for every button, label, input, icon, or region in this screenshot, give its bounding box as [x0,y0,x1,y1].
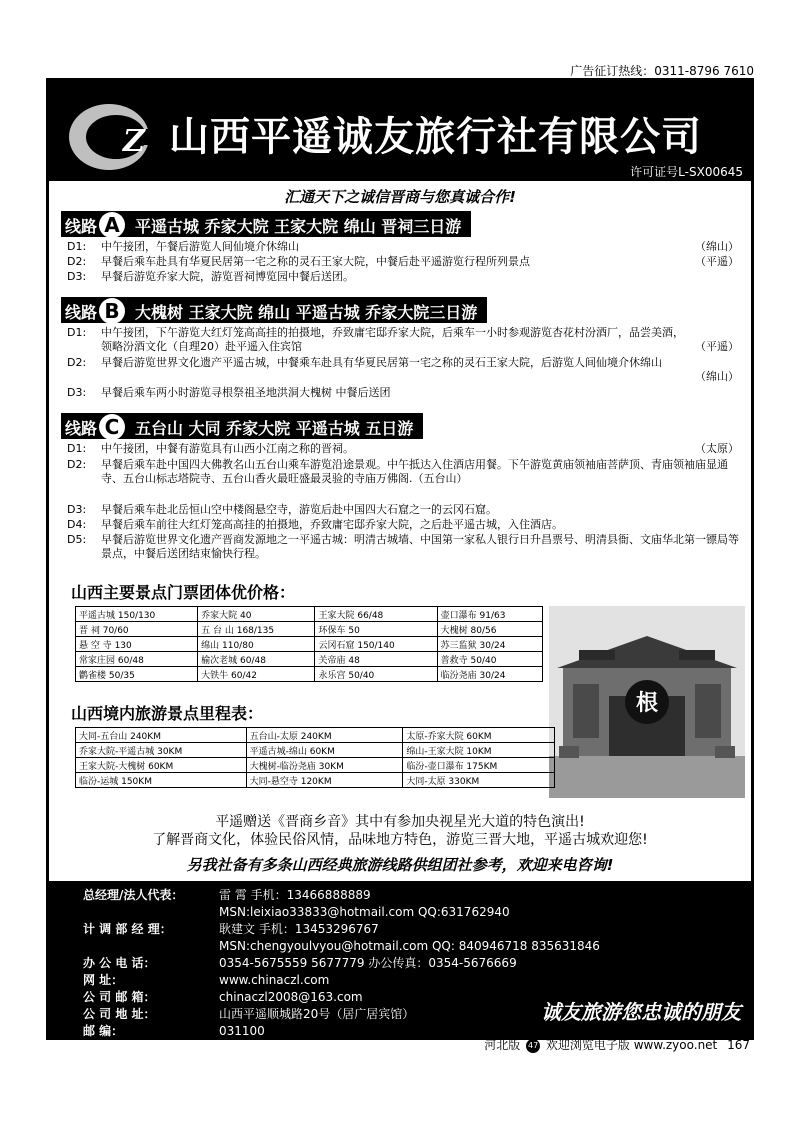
contact-row: MSN:chengyoulvyou@hotmail.com QQ: 840946718 835631846 [219,939,600,953]
company-header [49,83,751,181]
table-row: 临汾-运城 150KM 大同-悬空寺 120KM 大同-太原 330KM [76,773,555,788]
company-logo-icon [61,97,161,175]
price-table [75,606,543,682]
table-row: 常家庄园 60/48 榆次老城 60/48 关帝庙 48 普救寺 50/40 [76,652,543,667]
route-c-day-4: D4: 早餐后乘车前往大红灯笼高高挂的拍摄地，乔致庸宅邸乔家大院，之后赴平遥古城，入住酒店。 [67,518,563,531]
license-number: 许可证号L-SX00645 [630,165,743,179]
circle-number-icon: 47 [526,1039,540,1053]
company-name: 山西平遥诚友旅行社有限公司 [169,114,702,160]
contact-row: 公 司 邮 箱： chinaczl2008@163.com [83,990,363,1004]
route-c-title [61,413,423,439]
price-table-title: 山西主要景点门票团体优价格： [71,583,296,602]
table-row: 王家大院-大槐树 60KM 大槐树-临汾尧庙 30KM 临汾-壶口瀑布 175KM [76,758,555,773]
route-a-day-2: D2: 早餐后乘车赴具有华夏民居第一宅之称的灵石王家大院，中餐后赴平遥游览行程所列景点 （平遥） [67,255,739,268]
table-row: 悬 空 寺 130 绵山 110/80 云冈石窟 150/140 苏三监狱 30/24 [76,637,543,652]
route-a-title [61,211,471,237]
ad-hotline: 广告征订热线：0311-8796 7610 [570,64,754,78]
route-letter-badge: C [99,414,125,440]
contact-row: MSN:leixiao33833@hotmail.com QQ:631762940 [219,905,510,919]
route-b-day-2: D2: 早餐后游览世界文化遗产平遥古城，中餐乘车赴具有华夏民居第一宅之称的灵石王家大院，后游览人间仙境介休绵山 （绵山） [67,356,739,383]
page-footer [484,1036,750,1053]
ancestral-gate-photo [549,606,745,798]
edition-label: 河北版 [484,1038,521,1052]
route-c-day-1: D1: 中午接团，中餐有游览具有山西小江南之称的晋祠。 （太原） [67,442,739,455]
closing-line-2: 了解晋商文化，体验民俗风情，品味地方特色，游览三晋大地，平遥古城欢迎您! [152,832,648,848]
contact-row: 邮 编： 031100 [83,1024,265,1038]
contact-row: 办 公 电 话： 0354-5675559 5677779 办公传真：0354-5676669 [83,956,517,970]
route-name: 大槐树 王家大院 绵山 平遥古城 乔家大院三日游 [135,302,478,322]
route-c-day-5: D5: 早餐后游览世界文化遗产晋商发源地之一平遥古城：明清古城墙、中国第一家私人银行日升昌票号、明清县衙、文庙华北第一镖局等景点，中餐后送团结束愉快行程。 [67,533,739,560]
route-name: 五台山 大同 乔家大院 平遥古城 五日游 [135,418,414,438]
route-a-day-1: D1: 中午接团，午餐后游览人间仙境介休绵山 （绵山） [67,240,739,253]
contact-row: 计 调 部 经 理： 耿建文 手机：13453296767 [83,922,379,936]
slogan: 汇通天下之诚信晋商与您真诚合作! [284,188,516,206]
motto: 诚友旅游您忠诚的朋友 [541,1000,741,1024]
route-letter-badge: B [99,298,125,324]
route-prefix: 线路 [65,302,98,322]
ad-frame [46,80,754,1040]
route-name: 平遥古城 乔家大院 王家大院 绵山 晋祠三日游 [135,216,462,236]
route-a-day-3: D3: 早餐后游览乔家大院，游览晋祠博览园中餐后送团。 [67,270,354,283]
route-b-day-3: D3: 早餐后乘车两小时游览寻根祭祖圣地洪洞大槐树 中餐后送团 [67,386,391,399]
page-number: 167 [727,1038,750,1052]
contact-row: 总经理/法人代表： 雷 霄 手机：13466888889 [83,888,371,902]
route-letter-badge: A [99,212,125,238]
route-b-title [61,297,487,323]
route-c-day-2: D2: 早餐后乘车赴中国四大佛教名山五台山乘车游览沿途景观。中午抵达入住酒店用餐。下午游览黄庙领袖庙菩萨顶、青庙领袖庙显通寺、五台山标志塔院寺、五台山香火最旺盛最灵验的寺庙万佛阁.（五台山） [67,458,728,485]
mileage-table [75,727,555,788]
gate-image-icon [549,606,745,798]
closing-line-3: 另我社备有多条山西经典旅游线路供组团社参考，欢迎来电咨询! [186,856,614,874]
welcome-text: 欢迎浏览电子版 www.zyoo.net [545,1038,718,1052]
table-row: 鹳雀楼 50/35 大铁牛 60/42 永乐宫 50/40 临汾尧庙 30/24 [76,667,543,682]
table-row: 平遥古城 150/130 乔家大院 40 王家大院 66/48 壶口瀑布 91/63 [76,607,543,622]
contact-block [49,881,751,1037]
route-prefix: 线路 [65,216,98,236]
table-row: 乔家大院-平遥古城 30KM 平遥古城-绵山 60KM 绵山-王家大院 10KM [76,743,555,758]
route-prefix: 线路 [65,418,98,438]
logo-letter: Z [123,124,145,159]
closing-line-1: 平遥赠送《晋商乡音》其中有参加央视星光大道的特色演出! [215,814,585,830]
mileage-table-title: 山西境内旅游景点里程表： [71,704,264,723]
contact-row: 网 址： www.chinaczl.com [83,973,330,987]
gate-sign-text: 根 [635,691,659,716]
route-c-day-3: D3: 早餐后乘车赴北岳恒山空中楼阁悬空寺，游览后赴中国四大石窟之一的云冈石窟。 [67,503,497,516]
route-b-day-1: D1: 中午接团，下午游览大红灯笼高高挂的拍摄地，乔致庸宅邸乔家大院，后乘车一小时参观游览杏花村汾酒厂，品尝美酒，领略汾酒文化（自理20）赴平遥入住宾馆 （平遥） [67,326,739,353]
table-row: 晋 祠 70/60 五 台 山 168/135 环保车 50 大槐树 80/56 [76,622,543,637]
contact-row: 公 司 地 址： 山西平遥顺城路20号（居广居宾馆） [83,1007,415,1021]
table-row: 大同-五台山 240KM 五台山-太原 240KM 太原-乔家大院 60KM [76,728,555,743]
